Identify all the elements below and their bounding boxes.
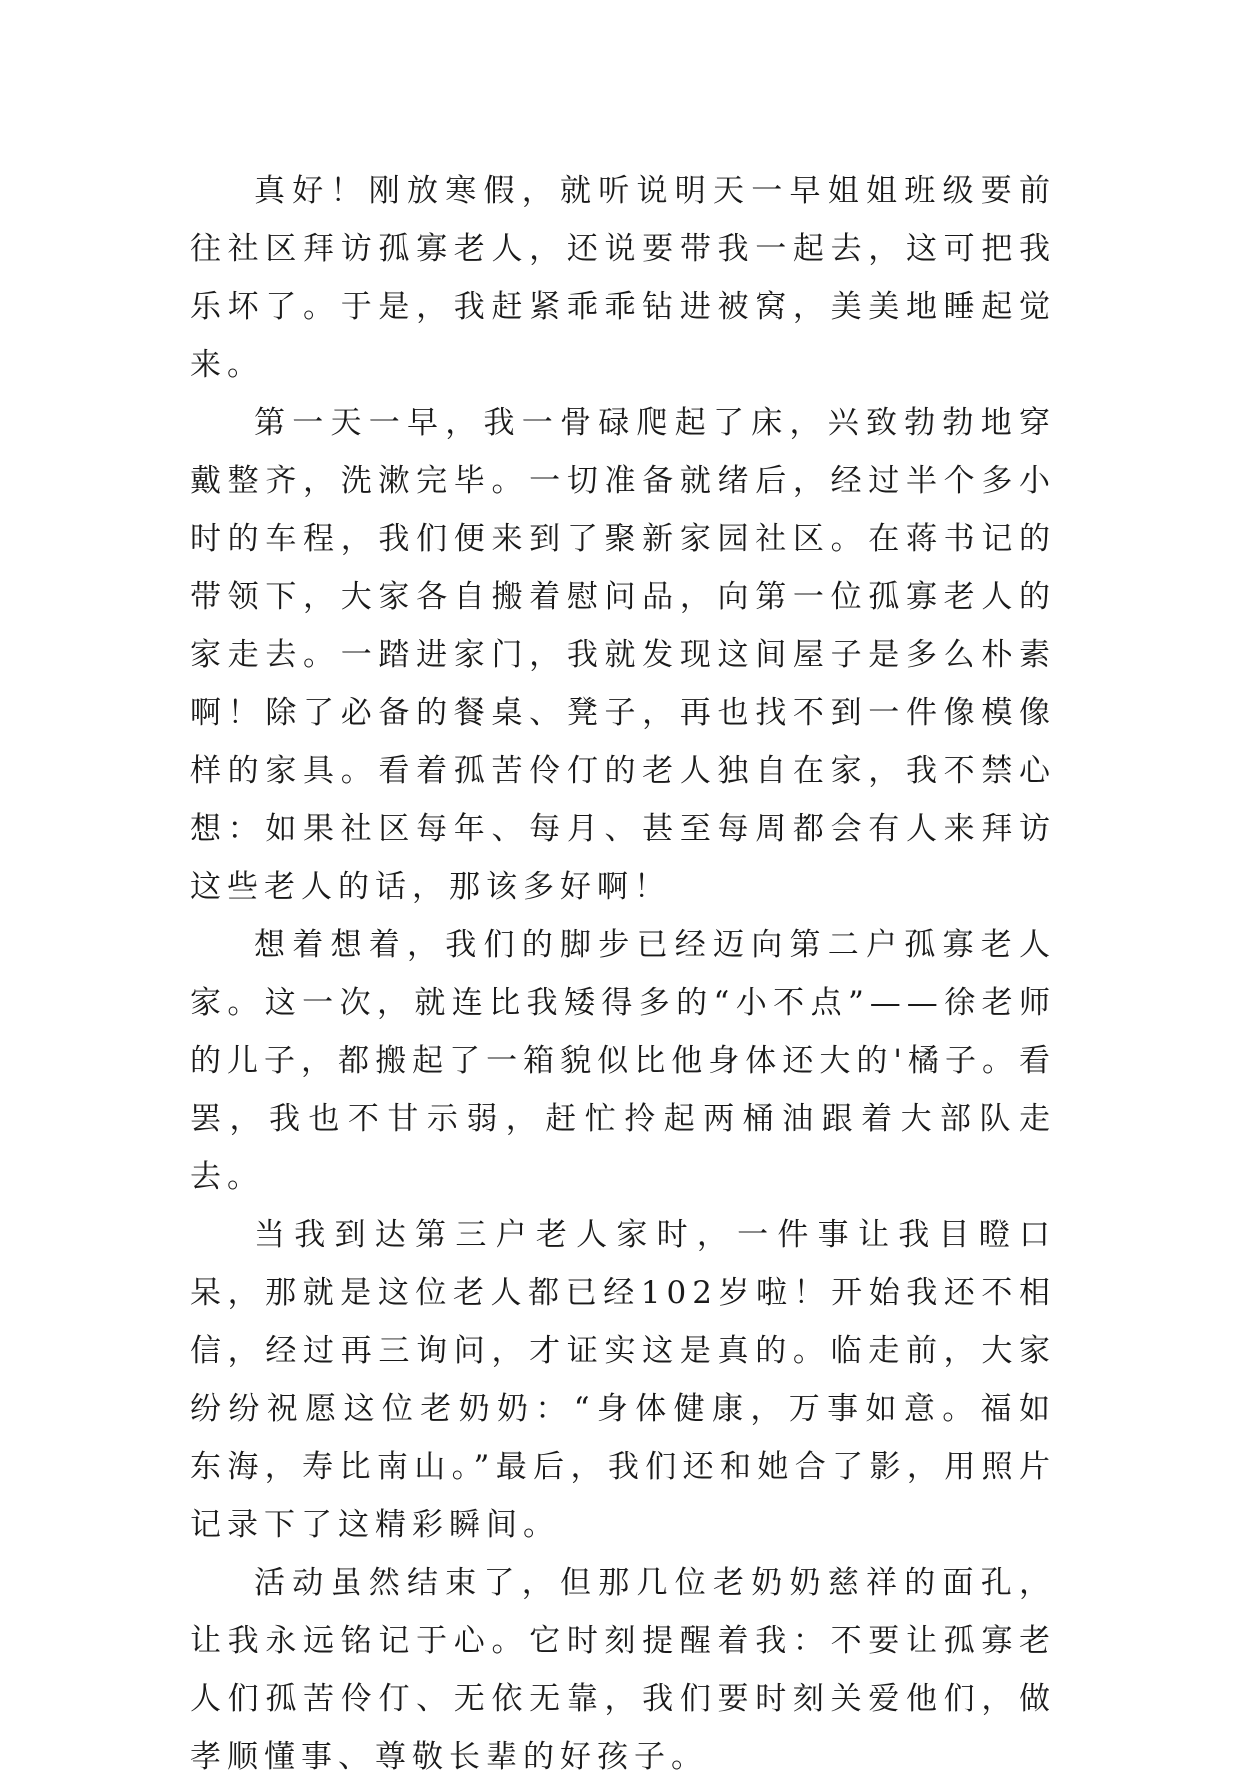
paragraph-2: 第一天一早，我一骨碌爬起了床，兴致勃勃地穿戴整齐，洗漱完毕。一切准备就绪后，经过半个多小时的车程，我们便来到了聚新家园社区。在蒋书记的带领下，大家各自搬着慰问品，向第一位孤寡老人的家走去。一踏进家门，我就发现这间屋子是多么朴素啊！除了必备的餐桌、凳子，再也找不到一件像模像样的家具。看着孤苦伶仃的老人独自在家，我不禁心想：如果社区每年、每月、甚至每周都会有人来拜访这些老人的话，那该多好啊！ <box>190 405 1056 905</box>
paragraph-4: 当我到达第三户老人家时，一件事让我目瞪口呆，那就是这位老人都已经102岁啦！开始我还不相信，经过再三询问，才证实这是真的。临走前，大家纷纷祝愿这位老奶奶：“身体健康，万事如意。福如东海，寿比南山。”最后，我们还和她合了影，用照片记录下了这精彩瞬间。 <box>190 1217 1056 1543</box>
paragraph-5: 活动虽然结束了，但那几位老奶奶慈祥的面孔，让我永远铭记于心。它时刻提醒着我：不要让孤寡老人们孤苦伶仃、无依无靠，我们要时刻关爱他们，做孝顺懂事、尊敬长辈的好孩子。 <box>190 1565 1056 1775</box>
essay-body <box>190 162 1056 1786</box>
paragraph-1: 真好！刚放寒假，就听说明天一早姐姐班级要前往社区拜访孤寡老人，还说要带我一起去，这可把我乐坏了。于是，我赶紧乖乖钻进被窝，美美地睡起觉来。 <box>190 173 1056 383</box>
paragraph-3: 想着想着，我们的脚步已经迈向第二户孤寡老人家。这一次，就连比我矮得多的“小不点”——徐老师的儿子，都搬起了一箱貌似比他身体还大的'橘子。看罢，我也不甘示弱，赶忙拎起两桶油跟着大部队走去。 <box>190 927 1056 1195</box>
